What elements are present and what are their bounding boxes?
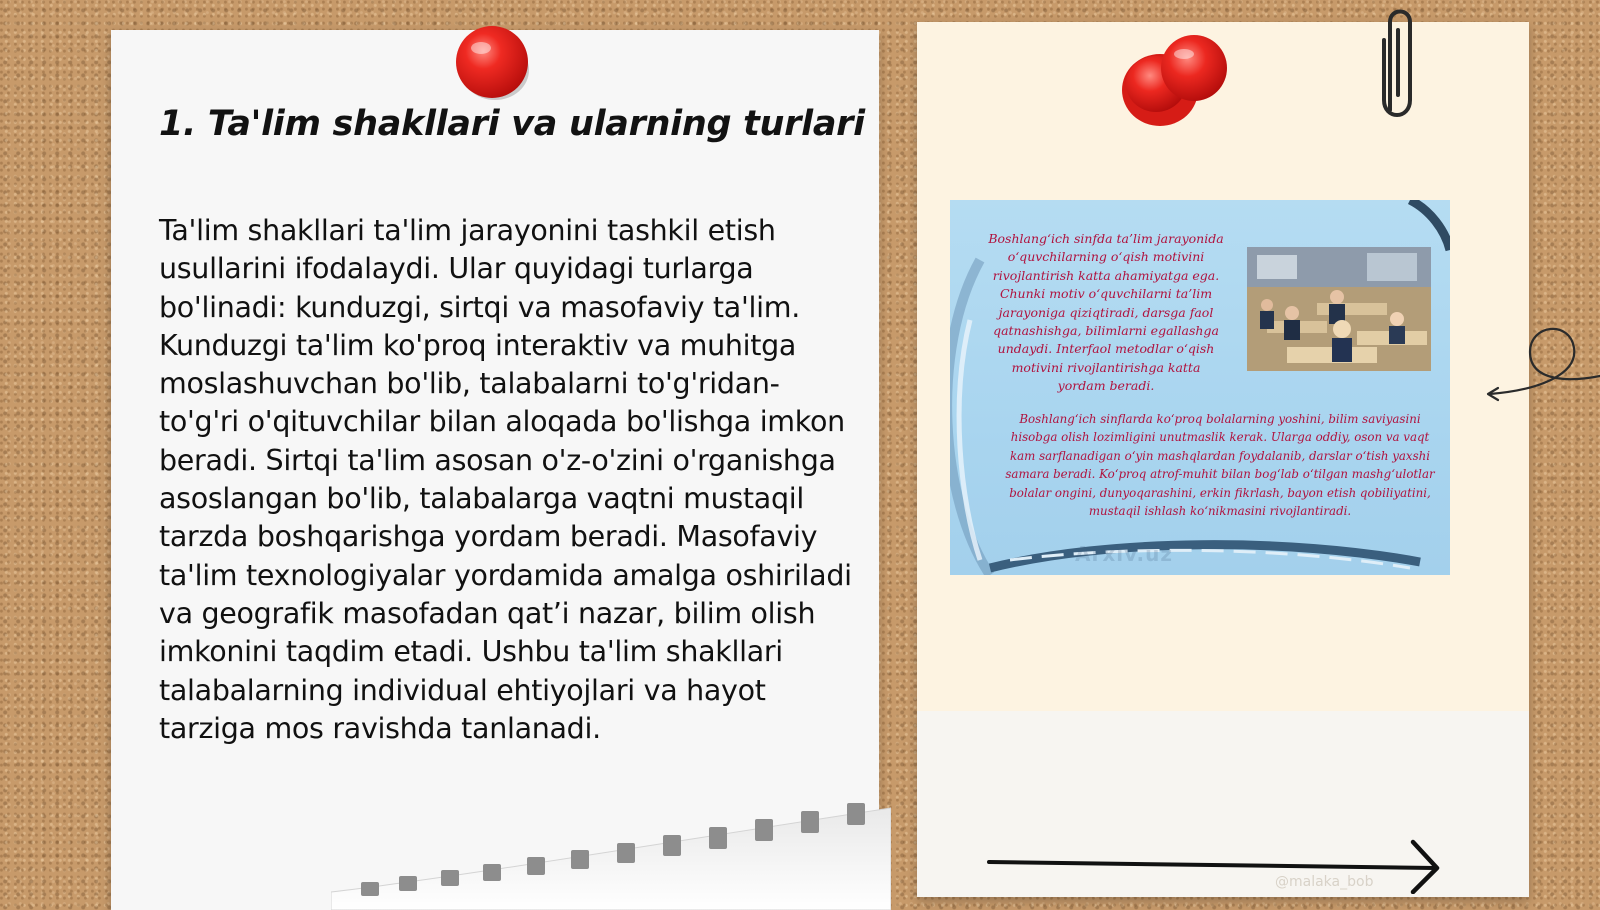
red-pushpin-icon — [452, 22, 534, 104]
red-pushpin-icon — [1120, 32, 1230, 132]
picture-paragraph-1: Boshlang‘ich sinfda ta’lim jarayonida o‘quvchilarning o‘qish motivini rivojlantirish katta ahamiyatga ega. Chunki motiv o‘quvchilarni ta’lim jarayoniga qiziqtiradi, darsga faol qatnashishga, bilimlarni egallashga undaydi. Interfaol metodlar o‘qish motivini rivojlantirishga katta yordam beradi. — [988, 231, 1224, 394]
picture-watermark: Arxiv.uz — [1075, 542, 1173, 566]
classroom-illustration — [1247, 247, 1431, 371]
torn-notebook-edge — [331, 800, 891, 910]
slide-picture — [950, 200, 1450, 575]
long-arrow-right-icon — [985, 838, 1447, 894]
picture-paragraph-2: Boshlang‘ich sinflarda ko‘proq bolalarning yoshini, bilim saviyasini hisobga olish lozimligini unutmaslik kerak. Ularga oddiy, oson va vaqt kam sarflanadigan o‘yin mashqlardan foydalanib, darslar o‘tish yaxshi samara beradi. Ko‘proq atrof-muhit bilan bog‘lab o‘tilgan mashg‘ulotlar bolalar ongini, dunyoqarashini, erkin fikrlash, bayon etish qobiliyatini, mustaqil ishlash ko‘nikmasini rivojlantiradi. — [1005, 412, 1435, 519]
author-handle: @malaka_bob — [1275, 874, 1374, 890]
paperclip-icon — [1376, 0, 1420, 125]
slide-body-text: Ta'lim shakllari ta'lim jarayonini tashkil etish usullarini ifodalaydi. Ular quyidagi turlarga bo'linadi: kunduzgi, sirtqi va masofaviy ta'lim. Kunduzgi ta'lim ko'proq interaktiv va muhitga moslashuvchan bo'lib, talabalarni to'g'ridan-to'g'ri o'qituvchilar bilan aloqada bo'lishga imkon beradi. Sirtqi ta'lim asosan o'z-o'zini o'rganishga asoslangan bo'lib, talabalarga vaqtni mustaqil tarzda boshqarishga yordam beradi. Masofaviy ta'lim texnologiyalar yordamida amalga oshiriladi va geografik masofadan qat’i nazar, bilim olish imkonini taqdim etadi. Ushbu ta'lim shakllari talabalarning individual ehtiyojlari va hayot tarziga mos ravishda tanlanadi. — [159, 214, 852, 745]
left-note-paper — [111, 30, 879, 910]
squiggle-arrow-icon — [1480, 312, 1600, 408]
classroom-photo — [1247, 247, 1431, 371]
slide-title: 1. Ta'lim shakllari va ularning turlari — [159, 104, 865, 144]
